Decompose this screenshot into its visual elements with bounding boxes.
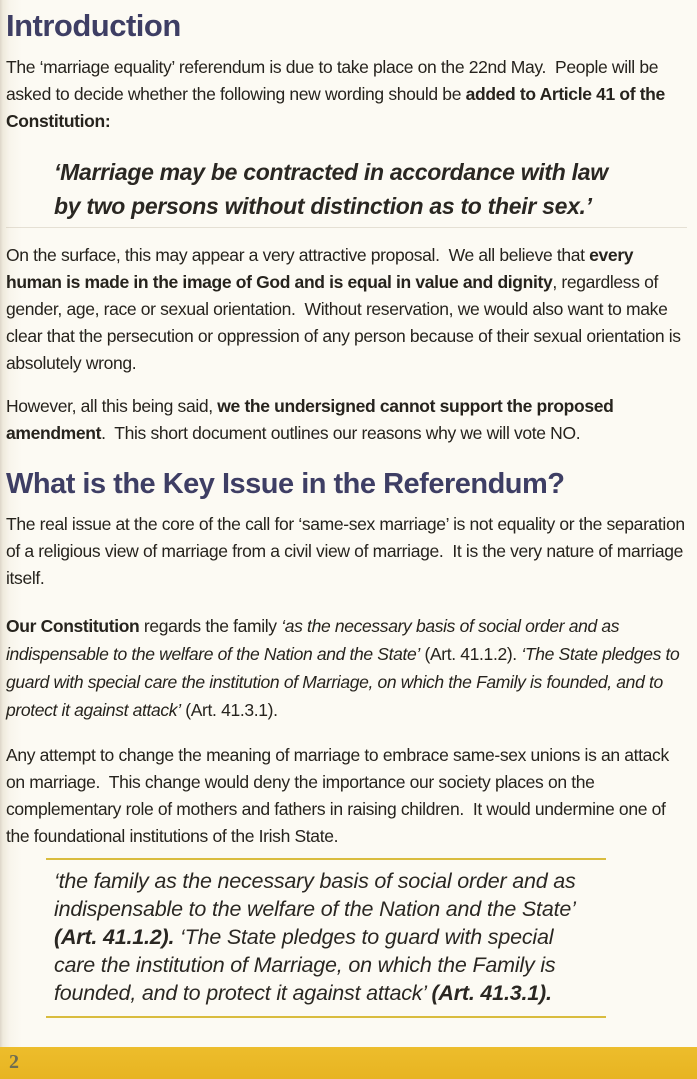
key-issue-paragraph-1 bbox=[6, 511, 690, 592]
section-heading-introduction: Introduction bbox=[6, 8, 181, 43]
text-run-italic: ‘The State pledges to guard with special care the institution of Marriage, on which the Family is founded, and to protect it against attack’ bbox=[6, 644, 684, 720]
quote-line-2: by two persons without distinction as to their sex.’ bbox=[54, 193, 592, 219]
text-run: The real issue at the core of the call for ‘same-sex marriage’ is not equality or the separation of a religious view of marriage from a civil view of marriage. It is the very nature of marriage itself. bbox=[6, 514, 690, 588]
key-issue-paragraph-2 bbox=[6, 612, 687, 724]
quote-line-1: ‘Marriage may be contracted in accordance with law bbox=[54, 159, 608, 185]
key-issue-paragraph-3 bbox=[6, 742, 687, 850]
text-run-bold: Our Constitution bbox=[6, 616, 140, 636]
text-run-bold-italic: (Art. 41.3.1). bbox=[431, 981, 552, 1005]
text-run: (Art. 41.1.2). bbox=[419, 644, 522, 664]
text-run-bold-italic: (Art. 41.1.2). bbox=[54, 925, 175, 949]
text-run: , regardless of gender, age, race or sexual orientation. Without reservation, we would also want to make clear that the persecution or oppression of any person because of their sexual orientation is absolutely wrong. bbox=[6, 272, 686, 373]
text-run: (Art. 41.3.1). bbox=[180, 700, 278, 720]
text-run-italic: ‘the family as the necessary basis of social order and as indispensable to the welfare of the Nation and the State’ bbox=[54, 869, 582, 921]
constitution-quote-block bbox=[46, 858, 606, 1018]
faint-divider-line bbox=[6, 227, 687, 228]
text-run: The ‘marriage equality’ referendum is due to take place on the 22nd May. People will be asked to decide whether the following new wording should be bbox=[6, 57, 663, 104]
text-run-italic: ‘as the necessary basis of social order and as indispensable to the welfare of the Nation and the State’ bbox=[6, 616, 624, 664]
text-run-bold: we the undersigned cannot support the proposed amendment bbox=[6, 396, 618, 443]
section-heading-key-issue: What is the Key Issue in the Referendum? bbox=[6, 468, 565, 500]
text-run: On the surface, this may appear a very attractive proposal. We all believe that bbox=[6, 245, 590, 265]
text-run-italic: ‘The State pledges to guard with special care the institution of Marriage, on which the Family is founded, and to protect it against attack’ bbox=[54, 925, 562, 1005]
intro-paragraph-1 bbox=[6, 54, 687, 135]
page-number: 2 bbox=[9, 1051, 19, 1073]
text-run: Any attempt to change the meaning of marriage to embrace same-sex unions is an attack on marriage. This change would deny the importance our society places on the complementary role of mothers and fathers in raising children. It would undermine one of the foundational institutions of the Irish State. bbox=[6, 745, 674, 846]
text-run: However, all this being said, bbox=[6, 396, 218, 416]
footer-bar bbox=[0, 1047, 697, 1079]
text-run-bold: added to Article 41 of the Constitution: bbox=[6, 84, 670, 131]
amendment-wording-quote bbox=[54, 155, 687, 223]
intro-paragraph-3 bbox=[6, 393, 687, 447]
text-run-bold: every human is made in the image of God and is equal in value and dignity bbox=[6, 245, 638, 292]
text-run: regards the family bbox=[139, 616, 282, 636]
text-run: . This short document outlines our reasons why we will vote NO. bbox=[101, 423, 581, 443]
intro-paragraph-2 bbox=[6, 242, 687, 377]
